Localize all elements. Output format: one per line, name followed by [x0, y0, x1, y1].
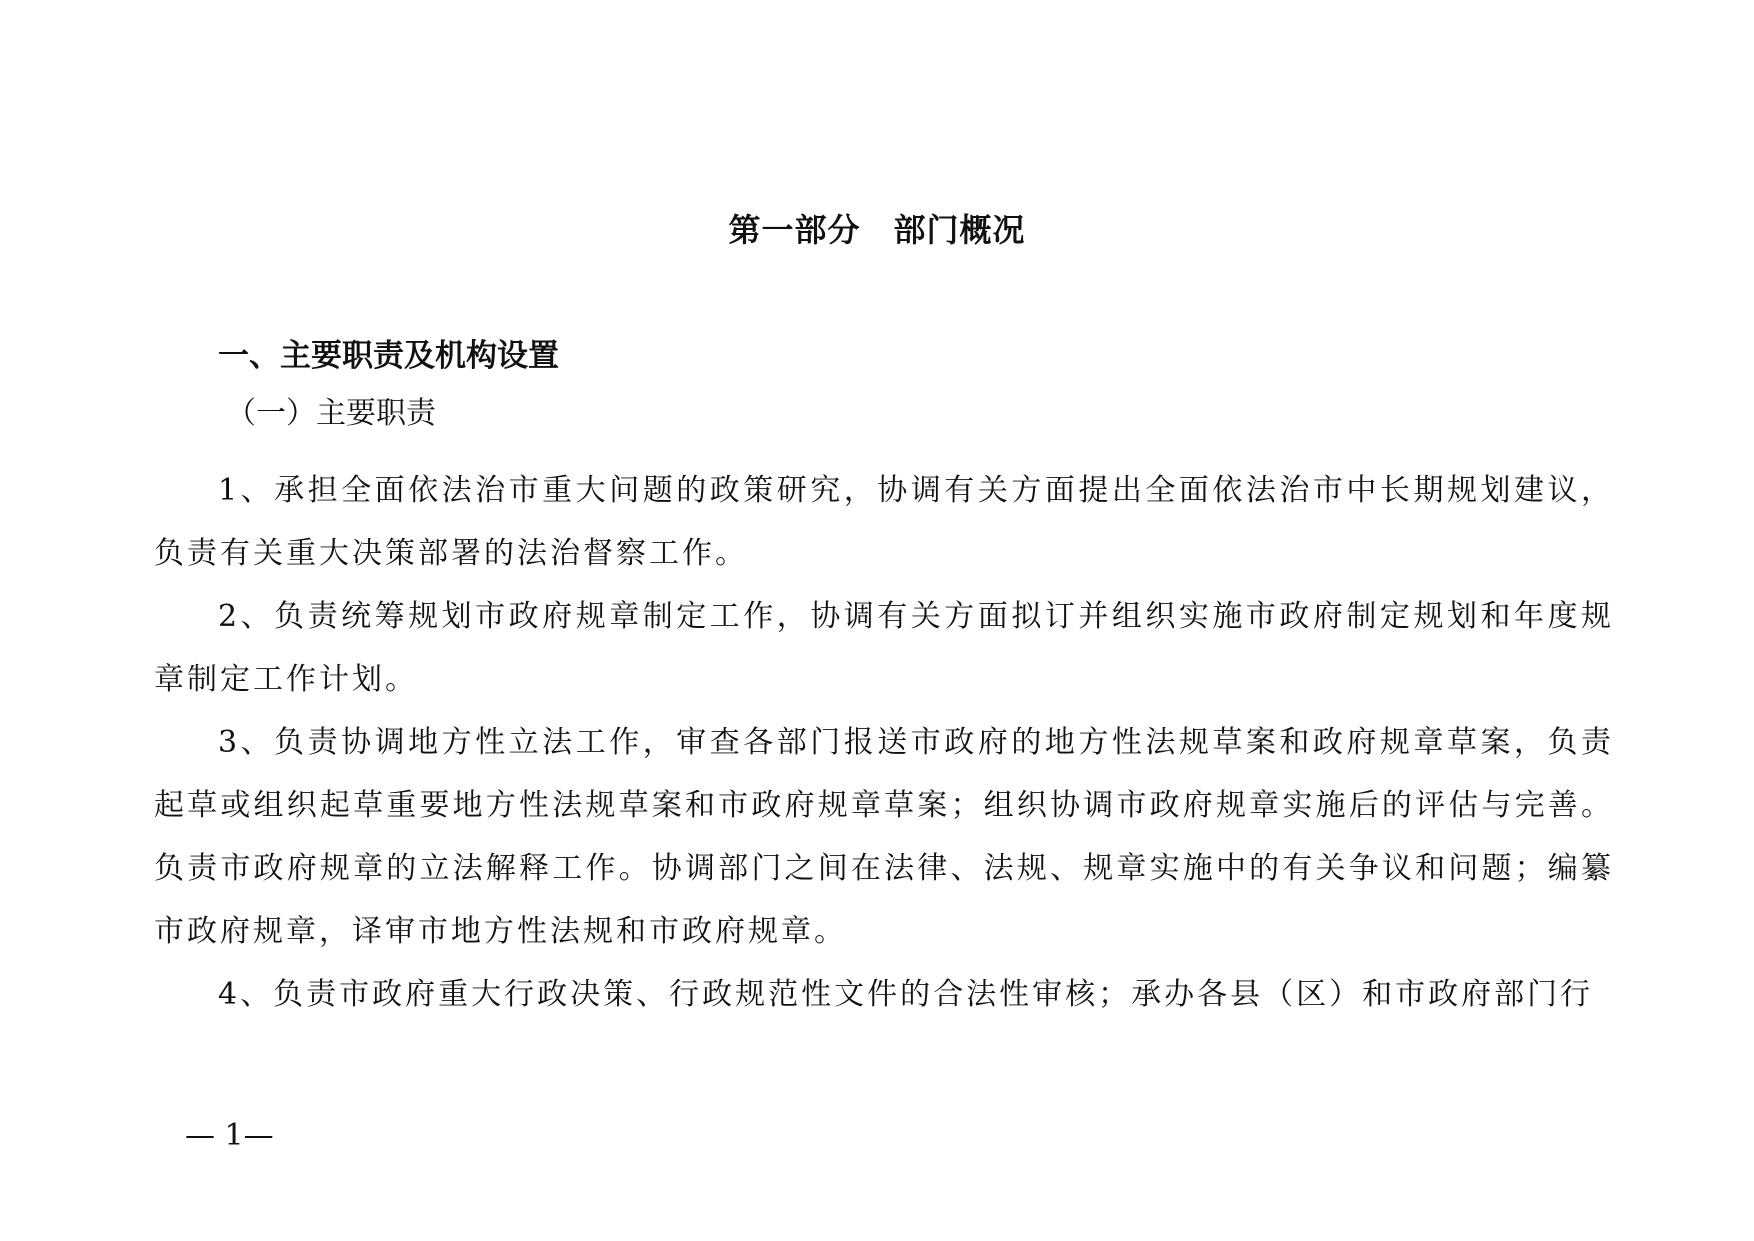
paragraph-3: 3、负责协调地方性立法工作，审查各部门报送市政府的地方性法规草案和政府规章草案，负责起草或组织起草重要地方性法规草案和市政府规章草案；组织协调市政府规章实施后的评估与完善。负责市政府规章的立法解释工作。协调部门之间在法律、法规、规章实施中的有关争议和问题；编纂市政府规章，译审市地方性法规和市政府规章。 [154, 725, 1614, 949]
part-title: 第一部分 部门概况 [728, 211, 1026, 249]
paragraph-4: 4、负责市政府重大行政决策、行政规范性文件的合法性审核；承办各县（区）和市政府部门行 [218, 977, 1594, 1012]
paragraph-1: 1、承担全面依法治市重大问题的政策研究，协调有关方面提出全面依法治市中长期规划建议，负责有关重大决策部署的法治督察工作。 [154, 473, 1614, 571]
subsection-heading: （一）主要职责 [226, 396, 436, 431]
paragraph-2: 2、负责统筹规划市政府规章制定工作，协调有关方面拟订并组织实施市政府制定规划和年度规章制定工作计划。 [154, 599, 1614, 697]
body-text [154, 459, 1614, 1026]
page-number: — 1— [185, 1118, 274, 1153]
section-heading: 一、主要职责及机构设置 [218, 338, 559, 374]
